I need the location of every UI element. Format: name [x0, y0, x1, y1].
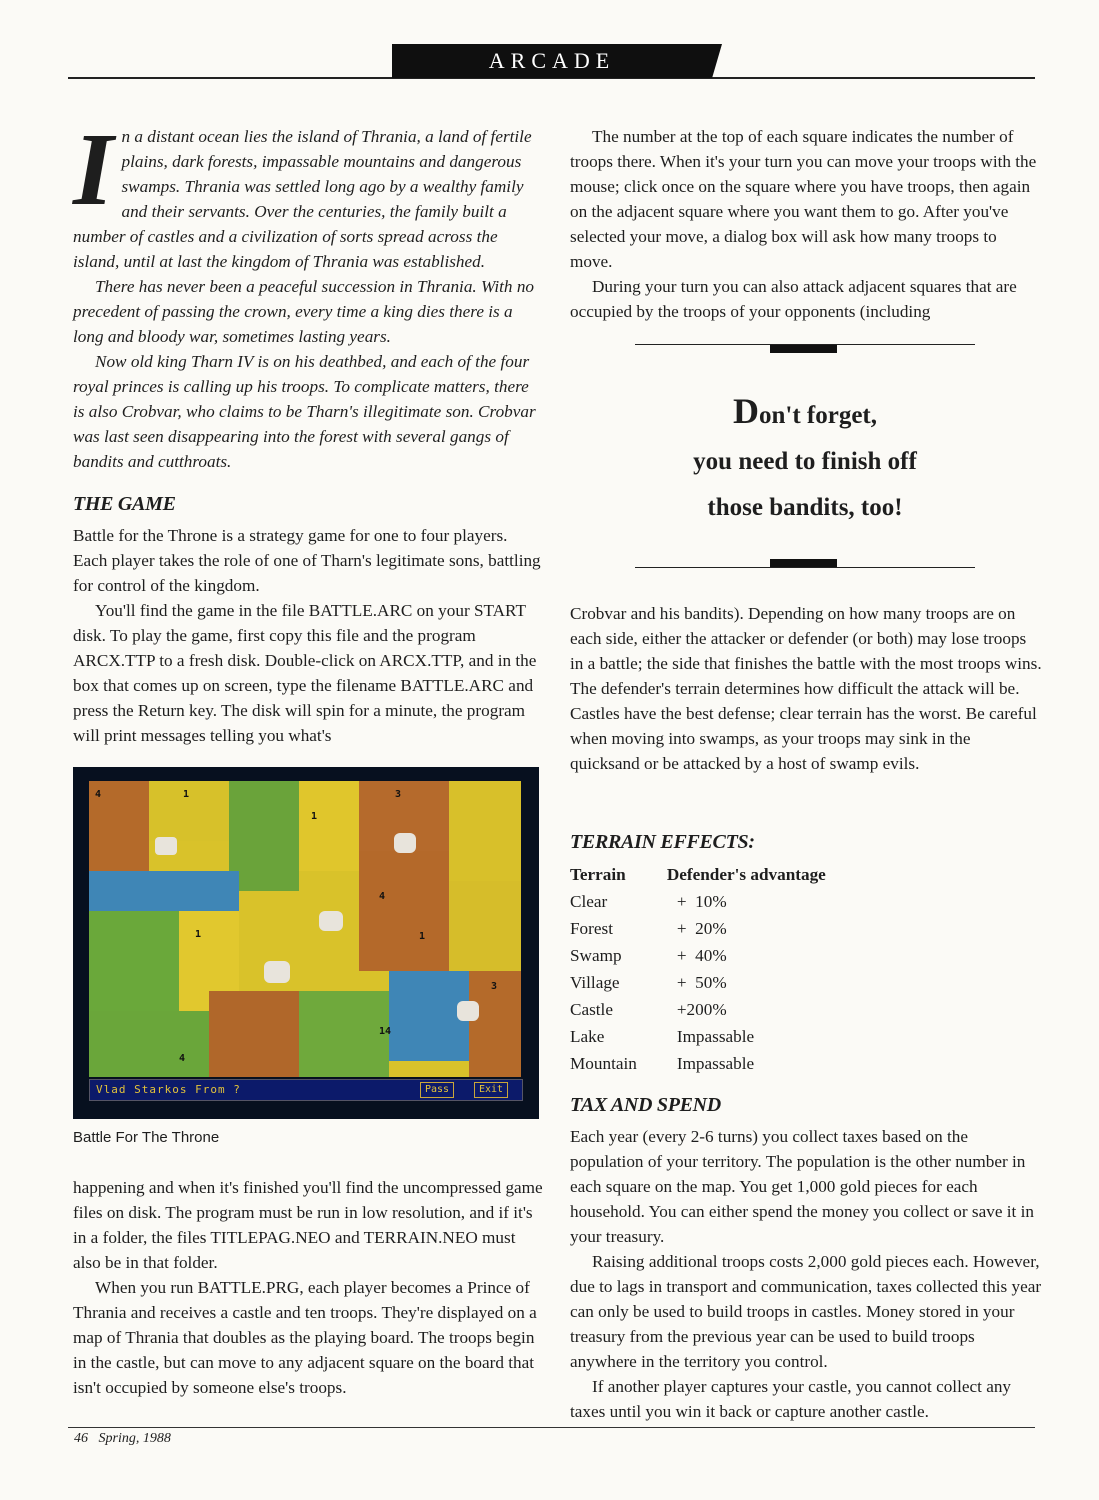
page-number: 46	[74, 1431, 88, 1446]
game-section	[73, 492, 543, 748]
body-paragraph: happening and when it's finished you'll find the uncompressed game files on disk. The program must be run in low resolution, and if it's in a folder, the files TITLEPAG.NEO and TERRAIN.NEO must also be in that folder.	[73, 1178, 543, 1272]
table-cell: Forest	[570, 918, 613, 938]
body-paragraph: Each year (every 2-6 turns) you collect taxes based on the population of your territory. The population is the other number in each square on the map. You get 1,000 gold pieces for each household. You can either spend the money you collect or save it in your treasury.	[570, 1127, 1034, 1246]
issue-date: Spring, 1988	[98, 1431, 171, 1446]
pullquote-initial: D	[732, 391, 759, 431]
body-paragraph: When you run BATTLE.PRG, each player becomes a Prince of Thrania and receives a castle and ten troops. They're displayed on a map of Thrania that doubles as the playing board. The troops begin in the castle, but can move to any adjacent square on the board that isn't occupied by someone else's troops.	[73, 1278, 537, 1397]
table-row	[570, 969, 826, 996]
section-title: ARCADE	[488, 48, 616, 73]
intro-paragraph: Now old king Tharn IV is on his deathbed, and each of the four royal princes is calling up his troops. To complicate matters, there is also Crobvar, who claims to be Tharn's illegitimate son. Crobvar was last seen disappearing into the forest with several gangs of bandits and cutthroats.	[73, 352, 536, 471]
table-cell: + 20%	[676, 918, 727, 938]
intro-paragraph: There has never been a peaceful succession in Thrania. With no precedent of passing the crown, every time a king dies there is a long and bloody war, sometimes lasting years.	[73, 277, 535, 346]
table-cell: Castle	[570, 999, 613, 1019]
table-row	[570, 915, 826, 942]
body-paragraph: Battle for the Throne is a strategy game for one to four players. Each player takes the role of one of Tharn's legitimate sons, battling for control of the kingdom.	[73, 526, 541, 595]
table-cell: +200%	[676, 999, 727, 1019]
game-screenshot	[73, 767, 539, 1119]
table-row	[570, 942, 826, 969]
terrain-table	[570, 862, 826, 1077]
column-header: Defender's advantage	[666, 865, 826, 884]
table-cell: + 50%	[676, 972, 727, 992]
table-row	[570, 1023, 826, 1050]
right-top	[570, 124, 1040, 324]
right-middle	[570, 601, 1042, 776]
section-heading: TAX AND SPEND	[570, 1094, 721, 1116]
table-cell: Swamp	[570, 945, 622, 965]
pass-button: Pass	[420, 1082, 454, 1098]
status-bar	[89, 1079, 523, 1101]
body-paragraph: Crobvar and his bandits). Depending on how many troops are on each side, either the attacker or defender (or both) may lose troops in a battle; the side that finishes the battle with the most troops wins. The defender's terrain determines how difficult the attack will be. Castles have the best defense; clear terrain has the worst. Be careful when moving into swamps, as your troops may sink in the quicksand or be attacked by a host of swamp evils.	[570, 604, 1042, 773]
table-row	[570, 996, 826, 1023]
tax-section	[570, 1093, 1042, 1424]
table-cell: Mountain	[570, 1053, 637, 1073]
body-paragraph: You'll find the game in the file BATTLE.ARC on your START disk. To play the game, first copy this file and the program ARCX.TTP to a fresh disk. Double-click on ARCX.TTP, and in the box that comes up on screen, type the filename BATTLE.ARC and press the Return key. The disk will spin for a minute, the program will print messages telling you what's	[73, 601, 537, 745]
table-cell: + 10%	[676, 891, 727, 911]
column-header: Terrain	[570, 865, 626, 884]
body-paragraph: The number at the top of each square indicates the number of troops there. When it's your turn you can move your troops with the mouse; click once on the square where you have troops, then again on the adjacent square where you want them to go. After you've selected your move, a dialog box will ask how many troops to move.	[570, 127, 1037, 271]
pullquote-line: those bandits, too!	[707, 494, 903, 521]
table-cell: + 40%	[676, 945, 727, 965]
body-paragraph: If another player captures your castle, you cannot collect any taxes until you win it back or capture another castle.	[570, 1377, 1012, 1421]
pullquote-tab-top	[770, 345, 837, 353]
table-header-row	[570, 862, 826, 888]
exit-button: Exit	[474, 1082, 508, 1098]
table-row	[570, 888, 826, 915]
pullquote-tab-bottom	[770, 559, 837, 567]
pullquote-line: on't forget,	[758, 402, 878, 429]
pullquote-line: you need to finish off	[693, 448, 917, 475]
intro-block	[73, 112, 543, 474]
table-cell: Village	[570, 972, 620, 992]
intro-paragraph: n a distant ocean lies the island of Thrania, a land of fertile plains, dark forests, impassable mountains and dangerous swamps. Thrania was settled long ago by a wealthy family and their servants. Over the centuries, the family built a number of castles and a civilization of sorts spread across the island, until at last the kingdom of Thrania was established.	[73, 127, 532, 271]
table-cell: Clear	[570, 891, 608, 911]
table-cell: Lake	[570, 1026, 605, 1046]
drop-cap: I	[73, 112, 114, 227]
section-heading: TERRAIN EFFECTS:	[570, 831, 755, 853]
pullquote-rule-bottom	[635, 567, 975, 568]
footer-rule	[68, 1427, 1035, 1428]
pull-quote	[575, 388, 1035, 531]
figure-caption: Battle For The Throne	[73, 1129, 220, 1146]
table-row	[570, 1050, 826, 1077]
game-continued	[73, 1175, 545, 1400]
page-folio	[74, 1431, 171, 1447]
body-paragraph: During your turn you can also attack adjacent squares that are occupied by the troops of your opponents (including	[570, 277, 1017, 321]
game-map: 4 1 1 3 1 4 1 3 4 14	[89, 781, 521, 1077]
table-cell: Impassable	[676, 1026, 755, 1046]
body-paragraph: Raising additional troops costs 2,000 gold pieces each. However, due to lags in transport and communication, taxes collected this year can only be used to build troops in castles. Money stored in your treasury from the previous year can be used to build troops anywhere in the territory you control.	[570, 1252, 1042, 1371]
section-heading: THE GAME	[73, 493, 176, 515]
status-text: Vlad Starkos From ?	[96, 1083, 241, 1096]
table-cell: Impassable	[676, 1053, 755, 1073]
